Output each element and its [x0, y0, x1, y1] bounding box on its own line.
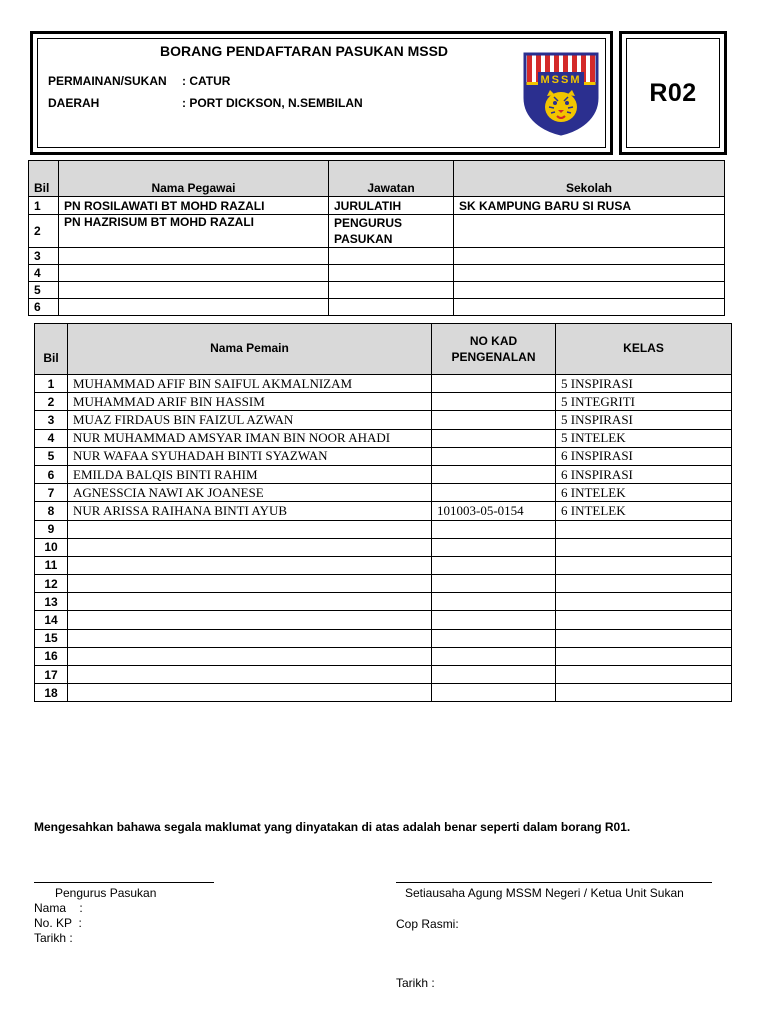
players-nama: MUHAMMAD AFIF BIN SAIFUL AKMALNIZAM — [68, 375, 432, 393]
players-ic: 101003-05-0154 — [432, 502, 556, 520]
players-kelas — [556, 666, 732, 684]
officials-jawatan: PENGURUS PASUKAN — [329, 215, 454, 248]
officials-nama: PN ROSILAWATI BT MOHD RAZALI — [59, 197, 329, 215]
sport-value: : CATUR — [182, 74, 231, 88]
players-row — [35, 520, 732, 538]
officials-row — [29, 299, 725, 316]
officials-jawatan — [329, 265, 454, 282]
district-value: : PORT DICKSON, N.SEMBILAN — [182, 96, 363, 110]
players-bil: 11 — [35, 556, 68, 574]
players-nama: NUR ARISSA RAIHANA BINTI AYUB — [68, 502, 432, 520]
players-ic — [432, 538, 556, 556]
officials-bil: 4 — [29, 265, 59, 282]
form-title: BORANG PENDAFTARAN PASUKAN MSSD — [160, 43, 449, 59]
players-nama: MUAZ FIRDAUS BIN FAIZUL AZWAN — [68, 411, 432, 429]
officials-row — [29, 282, 725, 299]
players-kelas: 5 INSPIRASI — [556, 411, 732, 429]
players-nama — [68, 684, 432, 702]
officials-jawatan — [329, 282, 454, 299]
officials-bil: 1 — [29, 197, 59, 215]
manager-date-field: Tarikh : — [34, 931, 73, 945]
players-kelas — [556, 629, 732, 647]
players-bil: 1 — [35, 375, 68, 393]
players-row — [35, 538, 732, 556]
official-stamp-field: Cop Rasmi: — [396, 917, 459, 931]
manager-role: Pengurus Pasukan — [55, 886, 157, 900]
players-ic — [432, 611, 556, 629]
players-kelas: 6 INTELEK — [556, 502, 732, 520]
players-kelas: 6 INSPIRASI — [556, 447, 732, 465]
manager-signature-line — [34, 882, 214, 883]
players-kelas: 6 INTELEK — [556, 484, 732, 502]
logo-text: MSSM — [540, 74, 582, 86]
players-row — [35, 684, 732, 702]
players-nama — [68, 556, 432, 574]
players-bil: 12 — [35, 575, 68, 593]
players-row — [35, 429, 732, 447]
form-code: R02 — [649, 78, 697, 107]
players-kelas: 5 INSPIRASI — [556, 375, 732, 393]
players-header-ic: NO KAD PENGENALAN — [432, 324, 556, 375]
players-nama: NUR MUHAMMAD AMSYAR IMAN BIN NOOR AHADI — [68, 429, 432, 447]
officials-header-row — [29, 161, 725, 197]
players-bil: 17 — [35, 666, 68, 684]
players-kelas — [556, 684, 732, 702]
players-nama — [68, 575, 432, 593]
officials-nama — [59, 265, 329, 282]
officials-sekolah — [454, 265, 725, 282]
players-bil: 13 — [35, 593, 68, 611]
officials-header-jawatan: Jawatan — [329, 161, 454, 197]
players-nama — [68, 593, 432, 611]
officials-jawatan — [329, 299, 454, 316]
players-nama — [68, 629, 432, 647]
officials-row — [29, 248, 725, 265]
players-ic — [432, 429, 556, 447]
players-nama — [68, 520, 432, 538]
players-row — [35, 629, 732, 647]
players-kelas — [556, 538, 732, 556]
players-row — [35, 556, 732, 574]
secretary-signature-line — [396, 882, 712, 883]
players-kelas — [556, 520, 732, 538]
officials-nama — [59, 299, 329, 316]
officials-header-bil: Bil — [29, 161, 59, 197]
officials-table — [28, 160, 725, 316]
form-code-box — [619, 31, 727, 155]
players-ic — [432, 593, 556, 611]
officials-header-nama: Nama Pegawai — [59, 161, 329, 197]
officials-row — [29, 265, 725, 282]
players-ic — [432, 484, 556, 502]
players-row — [35, 647, 732, 665]
officials-jawatan: JURULATIH — [329, 197, 454, 215]
players-bil: 16 — [35, 647, 68, 665]
players-kelas — [556, 556, 732, 574]
officials-nama: PN HAZRISUM BT MOHD RAZALI — [59, 215, 329, 248]
players-ic — [432, 666, 556, 684]
players-row — [35, 484, 732, 502]
players-nama — [68, 538, 432, 556]
players-ic — [432, 556, 556, 574]
officials-jawatan — [329, 248, 454, 265]
players-kelas: 5 INTELEK — [556, 429, 732, 447]
manager-ic-field: No. KP : — [34, 916, 82, 930]
players-bil: 3 — [35, 411, 68, 429]
players-bil: 2 — [35, 393, 68, 411]
officials-sekolah — [454, 282, 725, 299]
players-table — [34, 323, 732, 702]
sport-label: PERMAINAN/SUKAN — [48, 74, 167, 88]
players-kelas: 5 INTEGRITI — [556, 393, 732, 411]
form-code-inner — [626, 38, 720, 148]
officials-row — [29, 215, 725, 248]
players-nama: AGNESSCIA NAWI AK JOANESE — [68, 484, 432, 502]
players-nama: MUHAMMAD ARIF BIN HASSIM — [68, 393, 432, 411]
players-ic — [432, 684, 556, 702]
players-kelas — [556, 647, 732, 665]
tiger-head-icon — [545, 90, 577, 122]
players-ic — [432, 447, 556, 465]
players-row — [35, 593, 732, 611]
officials-nama — [59, 248, 329, 265]
officials-sekolah — [454, 299, 725, 316]
players-bil: 8 — [35, 502, 68, 520]
players-ic — [432, 647, 556, 665]
players-bil: 7 — [35, 484, 68, 502]
players-row — [35, 447, 732, 465]
manager-name-field: Nama : — [34, 901, 83, 915]
players-header-bil: Bil — [35, 324, 68, 375]
players-ic — [432, 393, 556, 411]
confirmation-statement: Mengesahkan bahawa segala maklumat yang dinyatakan di atas adalah benar seperti dalam borang R01. — [34, 820, 631, 834]
district-label: DAERAH — [48, 96, 100, 110]
players-ic — [432, 375, 556, 393]
players-ic — [432, 465, 556, 483]
players-nama — [68, 666, 432, 684]
officials-nama — [59, 282, 329, 299]
players-row — [35, 393, 732, 411]
secretary-role: Setiausaha Agung MSSM Negeri / Ketua Unit Sukan — [405, 886, 684, 900]
players-kelas — [556, 611, 732, 629]
players-nama — [68, 611, 432, 629]
players-row — [35, 411, 732, 429]
players-bil: 5 — [35, 447, 68, 465]
players-bil: 9 — [35, 520, 68, 538]
secretary-date-field: Tarikh : — [396, 976, 435, 990]
players-row — [35, 375, 732, 393]
officials-bil: 3 — [29, 248, 59, 265]
players-ic — [432, 629, 556, 647]
players-bil: 6 — [35, 465, 68, 483]
players-header-kelas: KELAS — [556, 324, 732, 375]
players-kelas — [556, 575, 732, 593]
officials-row — [29, 197, 725, 215]
officials-sekolah: SK KAMPUNG BARU SI RUSA — [454, 197, 725, 215]
players-row — [35, 611, 732, 629]
players-bil: 14 — [35, 611, 68, 629]
officials-bil: 6 — [29, 299, 59, 316]
players-kelas: 6 INSPIRASI — [556, 465, 732, 483]
players-row — [35, 575, 732, 593]
players-nama — [68, 647, 432, 665]
officials-sekolah — [454, 215, 725, 248]
players-header-row — [35, 324, 732, 375]
players-row — [35, 465, 732, 483]
players-bil: 10 — [35, 538, 68, 556]
officials-header-sekolah: Sekolah — [454, 161, 725, 197]
players-kelas — [556, 593, 732, 611]
players-row — [35, 502, 732, 520]
players-bil: 18 — [35, 684, 68, 702]
players-ic — [432, 411, 556, 429]
players-nama: EMILDA BALQIS BINTI RAHIM — [68, 465, 432, 483]
players-nama: NUR WAFAA SYUHADAH BINTI SYAZWAN — [68, 447, 432, 465]
players-bil: 4 — [35, 429, 68, 447]
mssm-shield-logo — [523, 52, 599, 136]
officials-bil: 5 — [29, 282, 59, 299]
players-ic — [432, 575, 556, 593]
officials-bil: 2 — [29, 215, 59, 248]
players-row — [35, 666, 732, 684]
players-ic — [432, 520, 556, 538]
players-bil: 15 — [35, 629, 68, 647]
players-header-nama: Nama Pemain — [68, 324, 432, 375]
officials-sekolah — [454, 248, 725, 265]
